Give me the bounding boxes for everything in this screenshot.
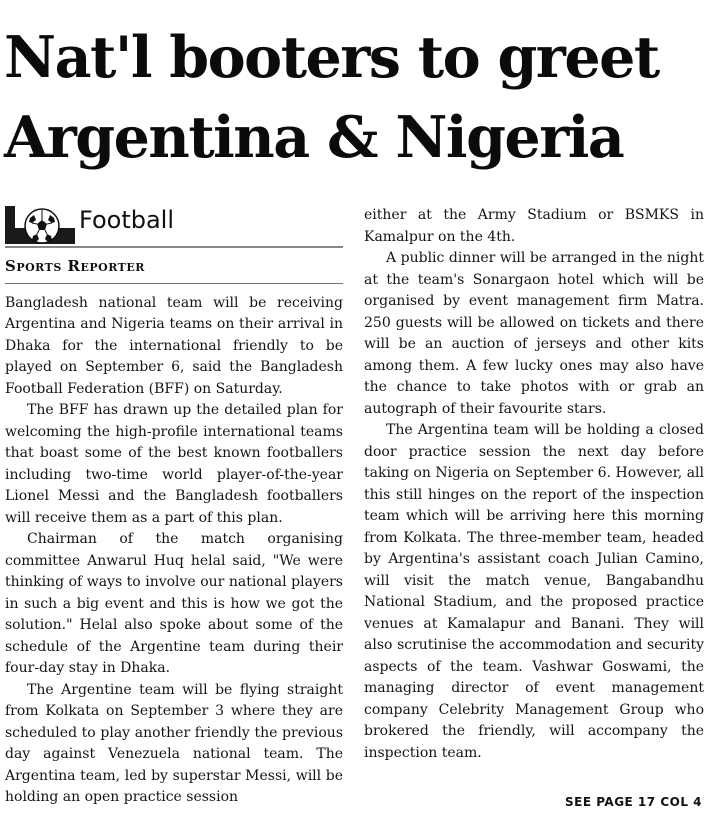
paragraph: Bangladesh national team will be receiving Argentina and Nigeria teams on their arrival in Dhaka for the international friendly to be played on September 6, said the Bangladesh Football Federation (BFF) on Saturday. xyxy=(5,294,343,397)
section-kicker xyxy=(5,206,343,248)
byline-text: Sports Reporter xyxy=(5,257,145,275)
paragraph: Chairman of the match organising committee Anwarul Huq helal said, "We were thinking of ways to involve our national players in such a big event and this is how we got the solution." Helal also spoke about some of the schedule of the Argentine team during their four-day stay in Dhaka. xyxy=(5,531,343,676)
section-label: Football xyxy=(79,206,175,234)
football-icon xyxy=(5,206,75,244)
continued-jump-line: SEE PAGE 17 COL 4 xyxy=(565,795,702,809)
right-column xyxy=(364,205,704,764)
paragraph: The BFF has drawn up the detailed plan for welcoming the high-profile international teams that boast some of the best known footballers including two-time world player-of-the-year Lionel Messi and the Bangladesh footballers will receive them as a part of this plan. xyxy=(5,402,343,526)
byline xyxy=(5,256,343,284)
headline-line-2: Argentina & Nigeria xyxy=(4,104,624,171)
headline-line-1: Nat'l booters to greet xyxy=(4,24,659,91)
paragraph: either at the Army Stadium or BSMKS in Kamalpur on the 4th. xyxy=(364,207,704,245)
paragraph: A public dinner will be arranged in the night at the team's Sonargaon hotel which will be organised by event management firm Matra. 250 guests will be allowed on tickets and there will be an auction of jerseys and other kits among them. A few lucky ones may also have the chance to take photos with or grab an autograph of their favourite stars. xyxy=(364,250,704,417)
headline xyxy=(4,18,704,178)
paragraph: The Argentine team will be flying straight from Kolkata on September 3 where they are scheduled to play another friendly the previous day against Venezuela national team. The Argentina team, led by superstar Messi, will be holding an open practice session xyxy=(5,681,343,805)
paragraph: The Argentina team will be holding a closed door practice session the next day before taking on Nigeria on September 6. However, all this still hinges on the report of the inspection team which will be arriving here this morning from Kolkata. The three-member team, headed by Argentina's assistant coach Julian Camino, will visit the match venue, Bangabandhu National Stadium, and the proposed practice venues at Kamalapur and Banani. They will also scrutinise the accommodation and security aspects of the team. Vashwar Goswami, the managing director of event management company Celebrity Management Group who brokered the friendly, will accompany the inspection team. xyxy=(364,422,704,761)
left-column xyxy=(5,206,343,809)
